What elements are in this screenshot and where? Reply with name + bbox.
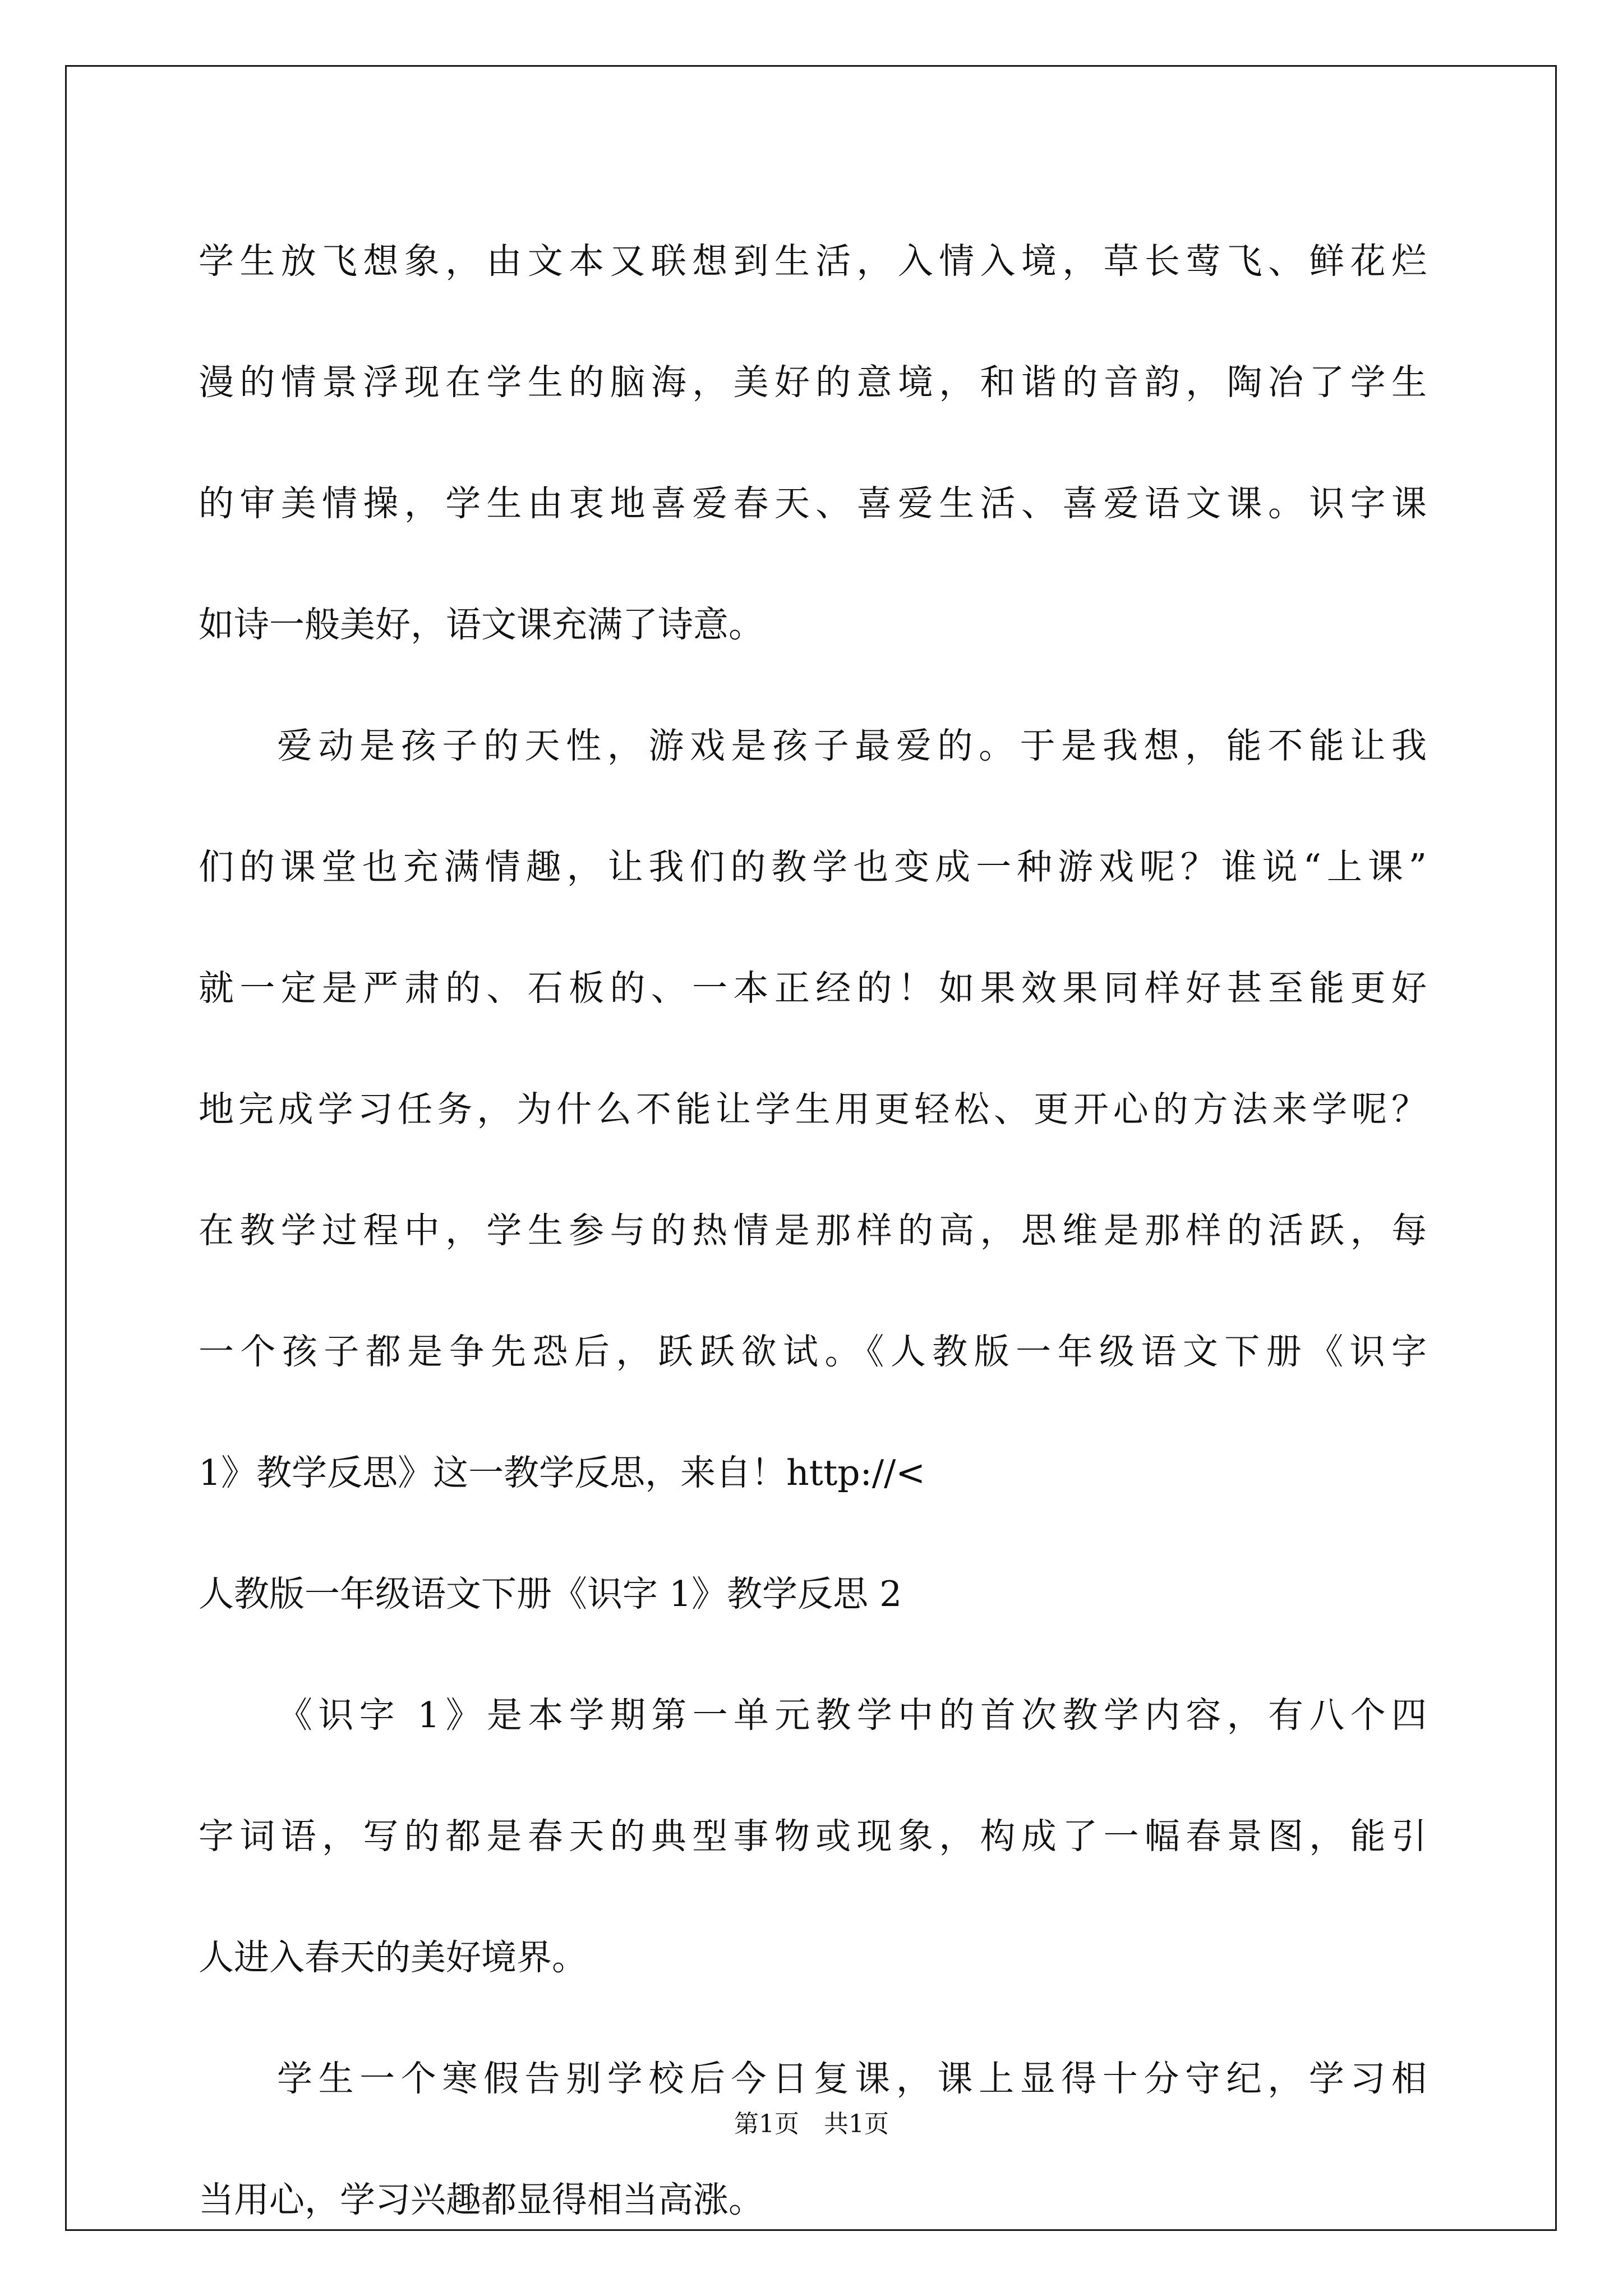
text-line: 在教学过程中，学生参与的热情是那样的高，思维是那样的活跃，每 [199,1210,1427,1251]
text-line: 1》教学反思》这一教学反思，来自！http://< [199,1452,926,1493]
text-line: 漫的情景浮现在学生的脑海，美好的意境，和谐的音韵，陶冶了学生 [199,362,1427,403]
text-line: 学生一个寒假告别学校后今日复课，课上显得十分守纪，学习相 [277,2058,1427,2099]
text-line: 人进入春天的美好境界。 [199,1937,587,1978]
text-line: 就一定是严肃的、石板的、一本正经的！如果效果同样好甚至能更好 [199,968,1427,1009]
text-line: 如诗一般美好，语文课充满了诗意。 [199,604,764,645]
page-footer: 第1页 共1页 [734,2110,889,2138]
text-line: 爱动是孩子的天性，游戏是孩子最爱的。于是我想，能不能让我 [277,725,1427,766]
section-heading: 人教版一年级语文下册《识字 1》教学反思 2 [199,1573,902,1614]
text-line: 当用心，学习兴趣都显得相当高涨。 [199,2179,764,2220]
text-line: 《识字 1》是本学期第一单元教学中的首次教学内容，有八个四 [277,1695,1427,1736]
text-line: 学生放飞想象，由文本又联想到生活，入情入境，草长莺飞、鲜花烂 [199,241,1427,282]
text-line: 字词语，写的都是春天的典型事物或现象，构成了一幅春景图，能引 [199,1816,1427,1857]
text-line: 们的课堂也充满情趣，让我们的教学也变成一种游戏呢？谁说“上课” [199,846,1427,887]
text-line: 地完成学习任务，为什么不能让学生用更轻松、更开心的方法来学呢？ [199,1089,1427,1130]
document-body [199,201,1427,2261]
text-line: 一个孩子都是争先恐后，跃跃欲试。《人教版一年级语文下册《识字 [199,1331,1427,1372]
text-line: 的审美情操，学生由衷地喜爱春天、喜爱生活、喜爱语文课。识字课 [199,483,1427,524]
